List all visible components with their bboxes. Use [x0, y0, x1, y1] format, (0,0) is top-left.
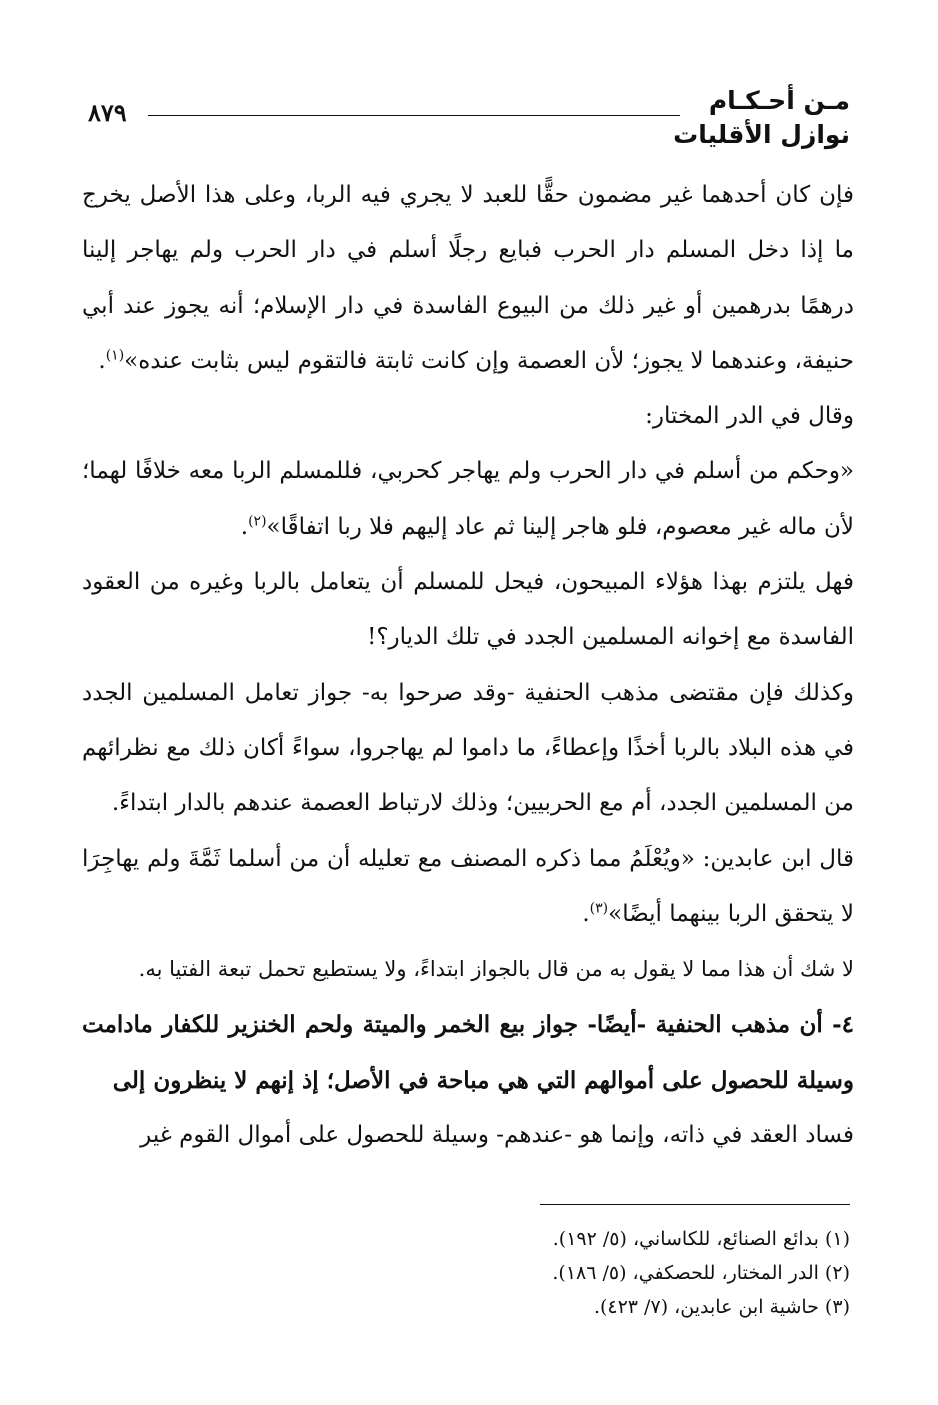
paragraph: [82, 389, 854, 444]
footnote: (٢) الدر المختار، للحصكفي، (٥/ ١٨٦).: [552, 1262, 850, 1284]
paragraph-tail: .: [240, 513, 249, 540]
paragraph-tail: .: [582, 900, 590, 927]
header-rule: [148, 115, 680, 116]
footnote-rule: [540, 1204, 850, 1205]
footnote-ref: (٣): [589, 900, 609, 917]
footnote-ref: (١): [105, 347, 125, 364]
paragraph: [82, 666, 854, 832]
paragraph: [82, 832, 854, 943]
paragraph-tail: .: [98, 347, 106, 374]
running-title-line-1: مـن أحـكـام: [708, 86, 850, 115]
page-number: ٨٧٩: [88, 98, 127, 127]
paragraph-text: فهل يلتزم بهذا هؤلاء المبيحون، فيحل للمسلم أن يتعامل بالربا وغيره من العقود الفاسدة مع إخوانه المسلمين الجدد في تلك الديار؟!: [82, 569, 854, 651]
paragraph: [82, 168, 854, 389]
footnotes: [300, 1222, 850, 1324]
paragraph-bold: [82, 997, 854, 1108]
footnote: (١) بدائع الصنائع، للكاساني، (٥/ ١٩٢).: [552, 1228, 850, 1250]
paragraph: [82, 444, 854, 555]
page-header: [88, 84, 850, 154]
paragraph-text: فساد العقد في ذاته، وإنما هو -عندهم- وسيلة للحصول على أموال القوم غير: [140, 1122, 854, 1149]
paragraph-text: وكذلك فإن مقتضى مذهب الحنفية -وقد صرحوا به- جواز تعامل المسلمين الجدد في هذه البلاد بالربا أخذًا وإعطاءً، ما داموا لم يهاجروا، سواءً أكان ذلك مع نظرائهم من المسلمين الجدد، أم مع الحربيين؛ وذلك لارتباط العصمة عندهم بالدار ابتداءً.: [82, 679, 854, 817]
running-title: [673, 84, 850, 152]
running-title-line-2: نوازل الأقليات: [673, 120, 850, 149]
paragraph-text: ٤- أن مذهب الحنفية -أيضًا- جواز بيع الخمر والميتة ولحم الخنزير للكفار مادامت وسيلة للحصول على أموالهم التي هي مباحة في الأصل؛ إذ إنهم لا ينظرون إلى: [82, 1011, 854, 1094]
paragraph: [82, 1108, 854, 1163]
paragraph-text: لا شك أن هذا مما لا يقول به من قال بالجواز ابتداءً، ولا يستطيع تحمل تبعة الفتيا به.: [138, 957, 854, 982]
footnote: (٣) حاشية ابن عابدين، (٧/ ٤٢٣).: [593, 1296, 850, 1318]
paragraph-text: وقال في الدر المختار:: [645, 403, 854, 430]
paragraph-text: فإن كان أحدهما غير مضمون حقًّا للعبد لا يجري فيه الربا، وعلى هذا الأصل يخرج ما إذا دخل المسلم دار الحرب فبايع رجلًا أسلم في دار الحرب ولم يهاجر إلينا درهمًا بدرهمين أو غير ذلك من البيوع الفاسدة في دار الإسلام؛ أنه يجوز عند أبي حنيفة، وعندهما لا يجوز؛ لأن العصمة وإن كانت ثابتة فالتقوم ليس بثابت عنده»: [82, 182, 854, 374]
paragraph-text: «وحكم من أسلم في دار الحرب ولم يهاجر كحربي، فللمسلم الربا معه خلافًا لهما؛ لأن ماله غير معصوم، فلو هاجر إلينا ثم عاد إليهم فلا ربا اتفاقًا»: [82, 458, 854, 540]
paragraph-text: قال ابن عابدين: «ويُعْلَمُ مما ذكره المصنف مع تعليله أن من أسلما ثَمَّةَ ولم يهاجِرَا لا يتحقق الربا بينهما أيضًا»: [82, 845, 854, 927]
paragraph: [82, 942, 854, 997]
footnote-ref: (٢): [248, 513, 267, 530]
paragraph: [82, 555, 854, 666]
body-text: [82, 168, 854, 1163]
